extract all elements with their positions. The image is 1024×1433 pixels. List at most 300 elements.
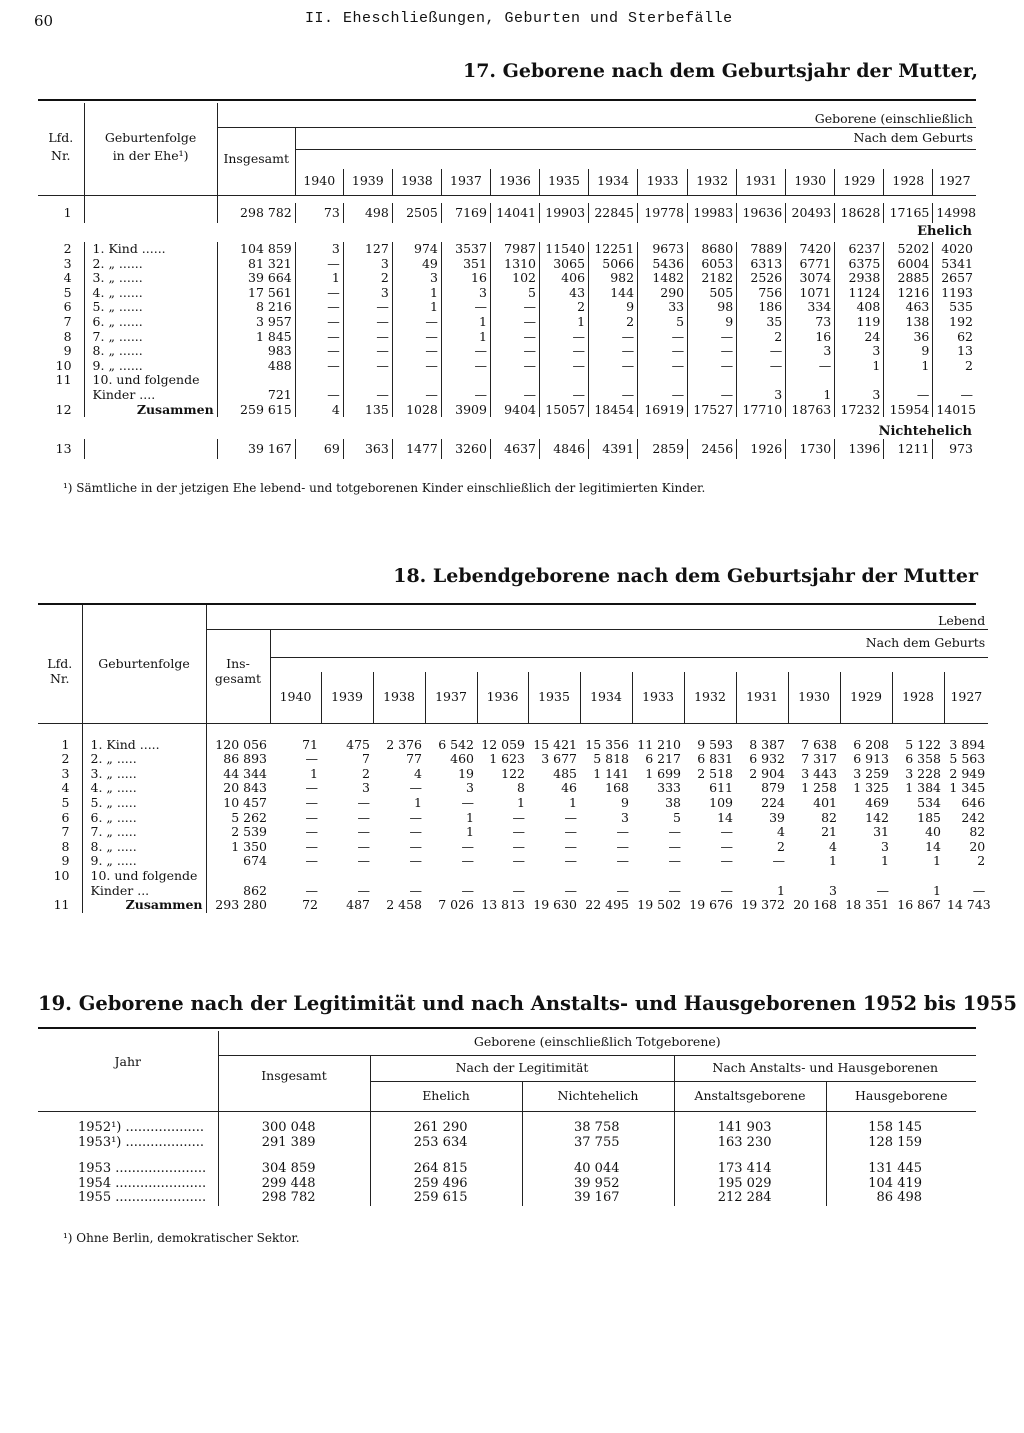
table-row (38, 315, 976, 330)
row-value: — (876, 882, 889, 898)
row-value: — (564, 853, 577, 869)
row-value: 1 (441, 315, 490, 330)
row-value: 5436 (638, 257, 688, 272)
row-value: 72 (302, 897, 318, 913)
row-value: — (933, 388, 976, 403)
row-value: 363 (343, 439, 392, 459)
row-value (425, 869, 477, 884)
row-value: 7 026 (438, 897, 474, 913)
row-value: — (305, 809, 318, 825)
row-value: 39 (769, 809, 785, 825)
row-value: 168 (605, 780, 629, 796)
row-label: 2. „ ..... (82, 752, 206, 767)
t19-header-anstalt-haus: Nach Anstalts- und Hausgeborenen (674, 1055, 976, 1081)
row-value: 1 (786, 388, 835, 403)
table-row (38, 781, 988, 796)
row-value: — (688, 359, 737, 374)
row-value: 73 (786, 315, 835, 330)
row-number: 5 (61, 794, 70, 810)
row-value: 17710 (737, 403, 786, 418)
row-value: — (295, 344, 343, 359)
row-value: 1 (777, 882, 785, 898)
row-value (580, 869, 632, 884)
row-value: 9 (621, 794, 629, 810)
row-label: 4. „ ..... (82, 781, 206, 796)
table-row (38, 840, 988, 855)
row-value: 142 (865, 809, 889, 825)
row-total: 17 561 (217, 286, 295, 301)
row-total: 86 893 (206, 752, 270, 767)
row-label: 10. und folgende (84, 373, 217, 388)
row-value: 2 (933, 359, 976, 374)
row-value: 1 (539, 315, 588, 330)
row-number: 6 (63, 299, 72, 315)
row-value (295, 373, 343, 388)
row-value: 49 (392, 257, 441, 272)
row-value: 3909 (441, 403, 490, 418)
row-value: 1193 (933, 286, 976, 301)
row-value: 1211 (884, 439, 933, 459)
row-value: 77 (406, 751, 422, 767)
t19-header-top: Geborene (einschließlich Totgeborene) (218, 1031, 976, 1055)
t17-year-header: 1934 (589, 169, 638, 195)
row-value: 19778 (638, 203, 688, 223)
row-year: 1955 ...................... (78, 1190, 207, 1206)
row-value: 2885 (884, 271, 933, 286)
row-number: 8 (61, 838, 70, 854)
row-value: — (295, 388, 343, 403)
row-value: — (638, 388, 688, 403)
row-number: 13 (55, 440, 72, 456)
row-year: 1954 ...................... (78, 1175, 207, 1191)
row-value (788, 869, 840, 884)
t18-year-header: 1940 (270, 672, 321, 724)
row-value: 40 (925, 824, 941, 840)
row-value: 5066 (589, 257, 638, 272)
row-value: 756 (737, 286, 786, 301)
row-number: 9 (61, 853, 70, 869)
row-value: — (305, 794, 318, 810)
row-value: 1 (881, 853, 889, 869)
row-value: — (720, 838, 733, 854)
row-value: 3 (881, 838, 889, 854)
row-value: 5202 (884, 242, 933, 257)
table-row (38, 1121, 976, 1136)
row-value: 1 (569, 794, 577, 810)
row-value: — (668, 824, 681, 840)
row-value (321, 869, 373, 884)
row-value (884, 373, 933, 388)
row-total: 120 056 (206, 738, 270, 753)
row-total: 44 344 (206, 767, 270, 782)
row-value (589, 373, 638, 388)
row-number: 1 (63, 204, 72, 220)
row-value: 1216 (884, 286, 933, 301)
row-value: 20 168 (793, 897, 837, 913)
row-value: — (884, 388, 933, 403)
row-value: — (409, 853, 422, 869)
row-value: 7420 (786, 242, 835, 257)
row-label: 1. Kind ...... (84, 242, 217, 257)
row-value: 3 894 (949, 736, 986, 752)
row-total: 721 (217, 388, 295, 403)
row-value: — (490, 300, 539, 315)
row-value: 19903 (539, 203, 588, 223)
row-value: — (357, 824, 370, 840)
table-row (38, 373, 976, 388)
row-value: — (357, 794, 370, 810)
row-value: — (490, 330, 539, 345)
row-total: 39 664 (217, 271, 295, 286)
running-head: II. Eheschließungen, Geburten und Sterbefälle (305, 10, 733, 27)
row-value: 3 (343, 286, 392, 301)
row-value: 7 317 (801, 751, 837, 767)
row-value: 259 615 (370, 1191, 522, 1206)
row-value: 9673 (638, 242, 688, 257)
row-value: 2 949 (949, 765, 986, 781)
row-value: 3 (621, 809, 629, 825)
row-label: 7. „ ...... (84, 330, 217, 345)
row-value: 141 903 (674, 1121, 826, 1136)
t18-year-header: 1938 (373, 672, 425, 724)
row-value: 14 (717, 809, 733, 825)
row-value: 4 (295, 403, 343, 418)
row-value: — (688, 344, 737, 359)
row-value: 6 913 (853, 751, 889, 767)
table-row (38, 811, 988, 826)
row-value: 505 (688, 286, 737, 301)
row-value: 8680 (688, 242, 737, 257)
row-value (786, 373, 835, 388)
row-value: 1 623 (489, 751, 525, 767)
row-value: 224 (761, 794, 785, 810)
row-value: — (305, 780, 318, 796)
t18-year-header: 1935 (528, 672, 580, 724)
row-number: 11 (55, 372, 72, 388)
row-value: 73 (295, 203, 343, 223)
row-value: — (343, 315, 392, 330)
row-value: 1 345 (949, 780, 986, 796)
row-value: 19 676 (689, 897, 733, 913)
row-value: 19 630 (533, 897, 577, 913)
row-value: 300 048 (218, 1121, 370, 1136)
row-label: 3. „ ...... (84, 271, 217, 286)
row-value: 5 122 (905, 736, 941, 752)
row-value: 1028 (392, 403, 441, 418)
row-total: 983 (217, 344, 295, 359)
row-value: — (490, 315, 539, 330)
row-value: — (461, 838, 474, 854)
t18-year-header: 1933 (632, 672, 684, 724)
t18-year-header: 1939 (321, 672, 373, 724)
row-label: 6. „ ...... (84, 315, 217, 330)
row-value: — (490, 344, 539, 359)
row-value: 8 387 (749, 736, 785, 752)
row-value: — (295, 257, 343, 272)
row-value: 3 (829, 882, 837, 898)
row-value: — (392, 388, 441, 403)
table-row (38, 286, 976, 301)
row-value: 3 (343, 257, 392, 272)
row-value: 463 (884, 300, 933, 315)
table-row (38, 1191, 976, 1206)
row-label: Zusammen (82, 898, 206, 913)
row-value: 17165 (884, 203, 933, 223)
row-value: 3 (295, 242, 343, 257)
row-total: 10 457 (206, 796, 270, 811)
row-value: — (295, 315, 343, 330)
row-value (688, 373, 737, 388)
row-value: 4637 (490, 439, 539, 459)
row-number: 9 (63, 343, 72, 359)
row-value: 192 (933, 315, 976, 330)
t18-year-header: 1929 (840, 672, 892, 724)
row-value: 973 (933, 439, 976, 459)
row-value: 2 (343, 271, 392, 286)
row-value: 298 782 (218, 1191, 370, 1206)
row-value: 1396 (835, 439, 884, 459)
row-value: 299 448 (218, 1177, 370, 1192)
row-value: 7 638 (801, 736, 837, 752)
row-number (38, 884, 82, 899)
row-number: 7 (61, 824, 70, 840)
row-value: — (668, 853, 681, 869)
row-total: 1 845 (217, 330, 295, 345)
row-value: 401 (813, 794, 837, 810)
row-number: 8 (63, 328, 72, 344)
row-value (539, 373, 588, 388)
row-total: 259 615 (217, 403, 295, 418)
row-value: — (564, 809, 577, 825)
row-value: — (357, 809, 370, 825)
row-value: 646 (961, 794, 986, 810)
t18-year-header: 1931 (736, 672, 788, 724)
row-value: 6375 (835, 257, 884, 272)
row-value: 31 (873, 824, 889, 840)
row-value (373, 869, 425, 884)
row-value: — (392, 344, 441, 359)
row-value: — (343, 388, 392, 403)
t19-header-jahr: Jahr (114, 1054, 141, 1069)
row-value: 1 (829, 853, 837, 869)
row-value: — (737, 344, 786, 359)
row-value: 15 356 (585, 736, 629, 752)
row-value: 3 (737, 388, 786, 403)
row-value: 6 542 (438, 736, 474, 752)
row-value: 3 443 (801, 765, 837, 781)
row-value: 982 (589, 271, 638, 286)
row-value: 119 (835, 315, 884, 330)
table-row (38, 1162, 976, 1177)
t17-year-header: 1933 (638, 169, 688, 195)
row-value: 5341 (933, 257, 976, 272)
row-value: 6053 (688, 257, 737, 272)
table-row (38, 344, 976, 359)
table-row (38, 752, 988, 767)
row-value: 104 419 (826, 1177, 976, 1192)
row-value: — (409, 838, 422, 854)
table-row (38, 767, 988, 782)
row-value: — (720, 853, 733, 869)
row-value: — (392, 359, 441, 374)
row-value (638, 373, 688, 388)
row-value: 18454 (589, 403, 638, 418)
t17-header-folge-1: Geburtenfolge (84, 127, 217, 149)
row-value: 12251 (589, 242, 638, 257)
row-value: 2 (737, 330, 786, 345)
row-value: — (564, 838, 577, 854)
row-value: 163 230 (674, 1136, 826, 1151)
row-value: — (589, 330, 638, 345)
row-value: 304 859 (218, 1162, 370, 1177)
row-value: 22845 (589, 203, 638, 223)
row-value: 3 677 (541, 751, 577, 767)
row-value: — (737, 359, 786, 374)
t17-year-header: 1929 (835, 169, 884, 195)
row-value (441, 373, 490, 388)
row-value: — (539, 388, 588, 403)
row-value: 4 (777, 824, 785, 840)
t19-header-anstaltsgeborene: Anstaltsgeborene (674, 1081, 826, 1111)
t17-header-lfd: Lfd. (48, 129, 74, 145)
row-value: 11 210 (637, 736, 681, 752)
row-number: 12 (55, 401, 72, 417)
row-value: 185 (917, 809, 941, 825)
row-value: 13 813 (481, 897, 525, 913)
row-value: 38 758 (522, 1121, 674, 1136)
row-value: 535 (933, 300, 976, 315)
page-number: 60 (34, 12, 54, 30)
row-label: 6. „ ..... (82, 811, 206, 826)
row-label: 7. „ ..... (82, 825, 206, 840)
row-value: 3260 (441, 439, 490, 459)
row-number: 11 (53, 897, 70, 913)
row-total: 862 (206, 884, 270, 899)
t18-year-header: 1937 (425, 672, 477, 724)
row-total: 104 859 (217, 242, 295, 257)
row-total: 488 (217, 359, 295, 374)
row-value: 5 (673, 809, 681, 825)
t18-header-folge: Geburtenfolge (82, 657, 206, 672)
row-value: — (343, 359, 392, 374)
row-value: — (409, 809, 422, 825)
row-value: 3 (786, 344, 835, 359)
row-value: 4391 (589, 439, 638, 459)
row-value: 1730 (786, 439, 835, 459)
row-value: 1 (933, 882, 941, 898)
t18-year-header: 1927 (944, 672, 988, 724)
row-value: 3 (362, 780, 370, 796)
row-value: — (668, 838, 681, 854)
row-label: 8. „ ...... (84, 344, 217, 359)
row-value: — (409, 780, 422, 796)
table-row (38, 796, 988, 811)
row-number: 2 (63, 241, 72, 256)
row-number: 3 (61, 765, 70, 781)
table-row (38, 359, 976, 374)
row-label: 2. „ ...... (84, 257, 217, 272)
row-value: 3537 (441, 242, 490, 257)
row-value: 6771 (786, 257, 835, 272)
row-value: 3 (466, 780, 474, 796)
row-value: 128 159 (826, 1136, 976, 1151)
row-value: 460 (450, 751, 474, 767)
row-value (270, 869, 321, 884)
row-value: 1310 (490, 257, 539, 272)
row-value (835, 373, 884, 388)
t19-header-hausgeborene: Hausgeborene (826, 1081, 976, 1111)
row-value: 3 (392, 271, 441, 286)
row-value: 1 (441, 330, 490, 345)
row-value: 16 (441, 271, 490, 286)
row-value: 1 (884, 359, 933, 374)
row-value: 2859 (638, 439, 688, 459)
row-value: 3074 (786, 271, 835, 286)
table-17 (38, 103, 976, 459)
row-value: 1 (933, 853, 941, 869)
row-value: — (512, 838, 525, 854)
row-value: 9 (884, 344, 933, 359)
row-total: 2 539 (206, 825, 270, 840)
row-value: 1 (414, 794, 422, 810)
row-value: 19 502 (637, 897, 681, 913)
row-value: 2938 (835, 271, 884, 286)
row-value: — (441, 388, 490, 403)
row-value: — (305, 882, 318, 898)
row-value: — (589, 388, 638, 403)
row-value: 2 (589, 315, 638, 330)
row-value: — (357, 838, 370, 854)
row-value: 1926 (737, 439, 786, 459)
row-value: 135 (343, 403, 392, 418)
row-value: — (461, 794, 474, 810)
row-value: — (295, 300, 343, 315)
row-value: — (772, 853, 785, 869)
row-value (736, 869, 788, 884)
row-value: — (357, 853, 370, 869)
row-value: — (668, 882, 681, 898)
row-value: 17232 (835, 403, 884, 418)
row-value: 173 414 (674, 1162, 826, 1177)
row-value: — (343, 300, 392, 315)
row-number: 4 (63, 270, 72, 286)
row-value: 35 (737, 315, 786, 330)
row-value: 485 (553, 765, 577, 781)
row-label: 10. und folgende (82, 869, 206, 884)
row-value: — (720, 882, 733, 898)
row-value: 144 (589, 286, 638, 301)
t17-header-top: Geborene (einschließlich (217, 103, 976, 127)
t19-header-nichtehelich: Nichtehelich (522, 1081, 674, 1111)
row-value: — (539, 344, 588, 359)
t17-section-ehelich: Ehelich (917, 224, 972, 240)
row-value: 82 (969, 824, 986, 840)
row-year: 1953 ...................... (78, 1161, 207, 1177)
row-value: 2657 (933, 271, 976, 286)
row-value: 3 228 (905, 765, 941, 781)
t18-year-header: 1934 (580, 672, 632, 724)
row-year: 1952¹) ................... (78, 1120, 205, 1135)
row-value: — (490, 388, 539, 403)
row-value: 6313 (737, 257, 786, 272)
row-total: 39 167 (217, 439, 295, 459)
row-number (38, 388, 84, 403)
row-value: 475 (346, 736, 370, 752)
row-value (933, 373, 976, 388)
row-value: 98 (688, 300, 737, 315)
row-total: 8 216 (217, 300, 295, 315)
row-value: 38 (665, 794, 681, 810)
